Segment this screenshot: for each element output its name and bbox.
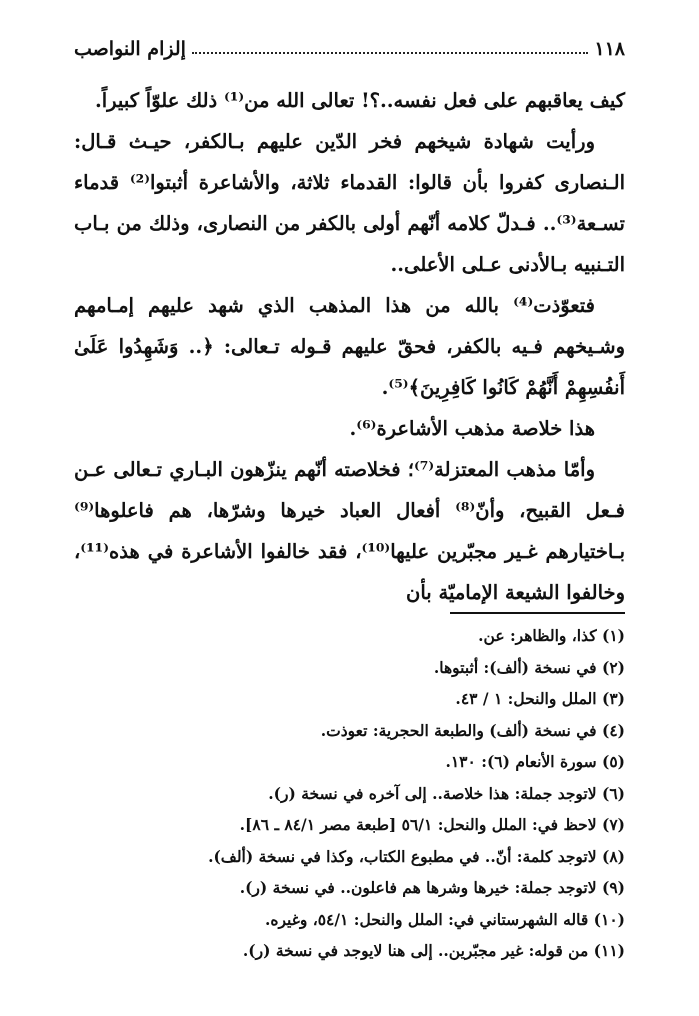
main-text [74,80,625,613]
footnote: (١) كذا، والظاهر: عن. [478,626,625,645]
footnote: (١١) من قوله: غير مجبّرين.. إلى هنا لايوجد في نسخة (ر). [242,941,625,960]
paragraph: فتعوّذت⁽⁴⁾ بالله من هذا المذهب الذي شهد عليهم إمـامهم وشـيخهم فـيه بالكفر، فحقّ عليهم قـوله تـعالى: ﴿.. وَشَهِدُوا عَلَىٰ أَنفُسِهِمْ أَنَّهُمْ كَانُوا كَافِرِينَ﴾⁽⁵⁾. [74,294,625,399]
page-number: ١١٨ [594,38,625,60]
footnote: (٣) الملل والنحل: ١ / ٤٣. [455,689,625,708]
header-dot-leader [192,51,588,54]
footnote: (٦) لاتوجد جملة: هذا خلاصة.. إلى آخره في نسخة (ر). [268,783,625,803]
footnotes [74,620,625,967]
running-header [74,28,625,60]
footnote: (٩) لاتوجد جملة: خيرها وشرها هم فاعلون.. في نسخة (ر). [239,878,625,897]
footnote: (٢) في نسخة (ألف): أثبتوها. [433,657,625,677]
footnote: (٤) في نسخة (ألف) والطبعة الحجرية: تعوذت. [320,720,625,740]
footnote: (٨) لاتوجد كلمة: أنّ.. في مطبوع الكتاب، وكذا في نسخة (ألف). [208,846,625,866]
footnote: (٥) سورة الأنعام (٦): ١٣٠. [445,752,625,771]
paragraph: وأمّا مذهب المعتزلة⁽⁷⁾؛ فخلاصته أنّهم ينزّهون البـاري تـعالى عـن فـعل القبيح، وأنّ⁽⁸⁾ أفعال العباد خيرها وشرّها، هم فاعلوها⁽⁹⁾ بـاختيارهم غـير مجبّرين عليها⁽¹⁰⁾، فقد خالفوا الأشاعرة في هذه⁽¹¹⁾، وخالفوا الشيعة الإماميّة بأن [74,458,626,604]
footnote: (٧) لاحظ في: الملل والنحل: ٥٦/١ [طبعة مصر ٨٤/١ ـ ٨٦]. [239,815,625,834]
footnote: (١٠) قاله الشهرستاني في: الملل والنحل: ٥٤/١، وغيره. [264,909,625,929]
paragraph: كيف يعاقبهم على فعل نفسه..؟! تعالى الله من⁽¹⁾ ذلك علوّاً كبيراً. [94,89,625,112]
footnote-separator [450,612,625,614]
book-title: إلزام النواصب [74,38,186,60]
paragraph: ورأيت شهادة شيخهم فخر الدّين عليهم بـالكفر، حيـث قـال: الـنصارى كفروا بأن قالوا: القدماء ثلاثة، والأشاعرة أثبتوا⁽²⁾ قدماء تسـعة⁽³⁾.. فـدلّ كلامه أنّهم أولى بالكفر من النصارى، وذلك من بـاب التـنبيه بـالأدنى عـلى الأعلى.. [74,130,625,276]
paragraph: هذا خلاصة مذهب الأشاعرة⁽⁶⁾. [349,417,595,440]
